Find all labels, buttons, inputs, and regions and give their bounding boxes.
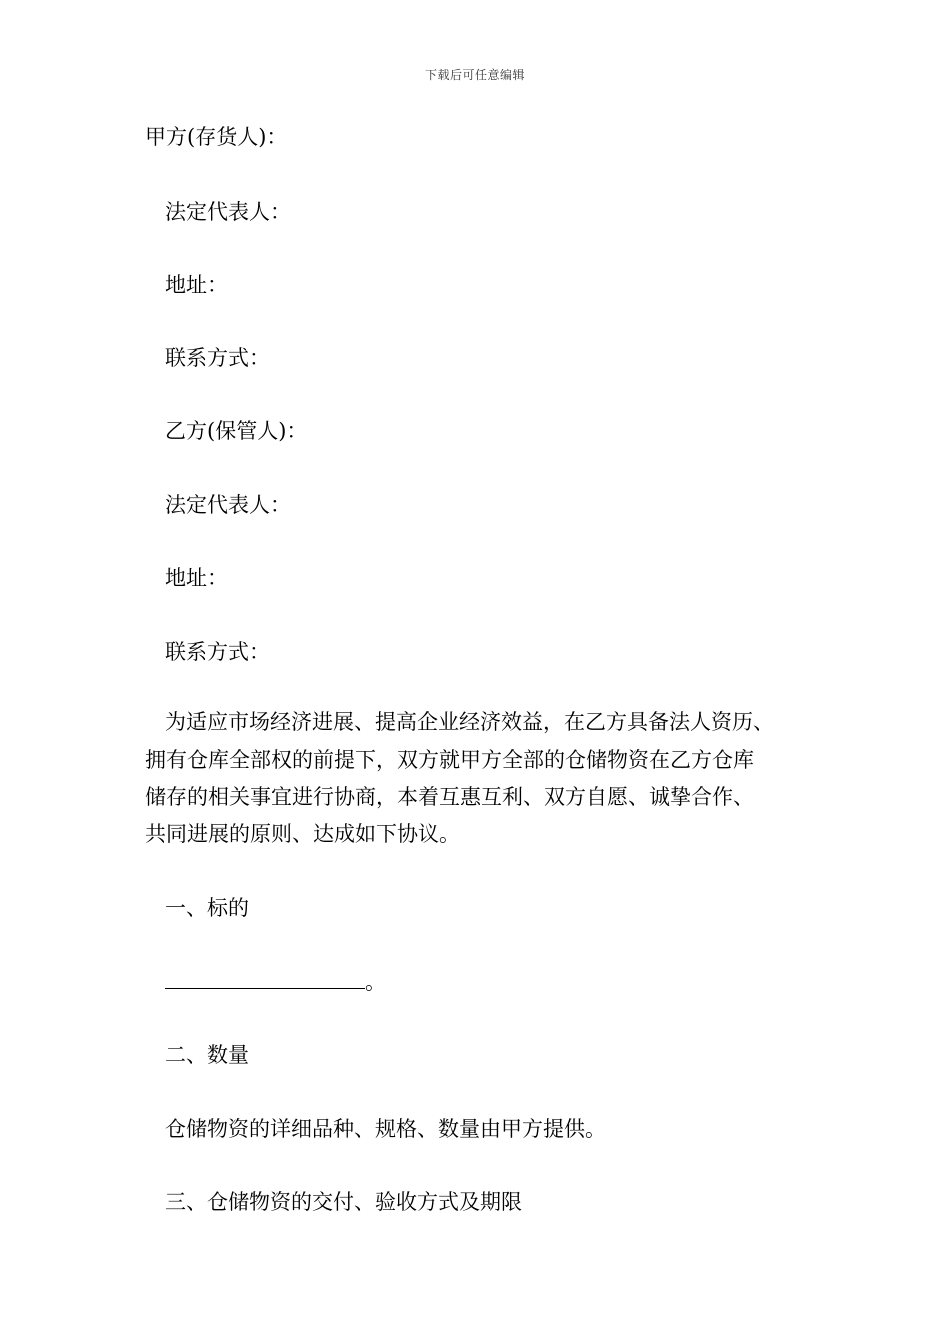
section-3-heading: 三、仓储物资的交付、验收方式及期限 (165, 1190, 522, 1214)
section-1-blank (165, 970, 386, 994)
party-a-contact: 联系方式： (165, 346, 270, 370)
party-b-title: 乙方(保管人)： (165, 419, 308, 443)
party-a-address: 地址： (165, 273, 228, 297)
preamble-line: 为适应市场经济进展、提高企业经济效益，在乙方具备法人资历、 (165, 710, 774, 734)
party-a-legal-rep: 法定代表人： (165, 200, 291, 224)
party-b-contact: 联系方式： (165, 640, 270, 664)
blank-suffix: 。 (365, 970, 386, 994)
party-b-legal-rep: 法定代表人： (165, 493, 291, 517)
party-b-address: 地址： (165, 566, 228, 590)
fill-in-blank (165, 970, 365, 989)
section-1-heading: 一、标的 (165, 896, 249, 920)
preamble-line: 共同进展的原则、达成如下协议。 (145, 822, 460, 846)
header-note: 下载后可任意编辑 (424, 68, 525, 82)
preamble-line: 拥有仓库全部权的前提下，双方就甲方全部的仓储物资在乙方仓库 (145, 748, 754, 772)
section-2-heading: 二、数量 (165, 1043, 249, 1067)
preamble-line: 储存的相关事宜进行协商，本着互惠互利、双方自愿、诚挚合作、 (145, 785, 754, 809)
party-a-title: 甲方(存货人)： (145, 125, 288, 149)
section-2-body: 仓储物资的详细品种、规格、数量由甲方提供。 (165, 1117, 606, 1141)
